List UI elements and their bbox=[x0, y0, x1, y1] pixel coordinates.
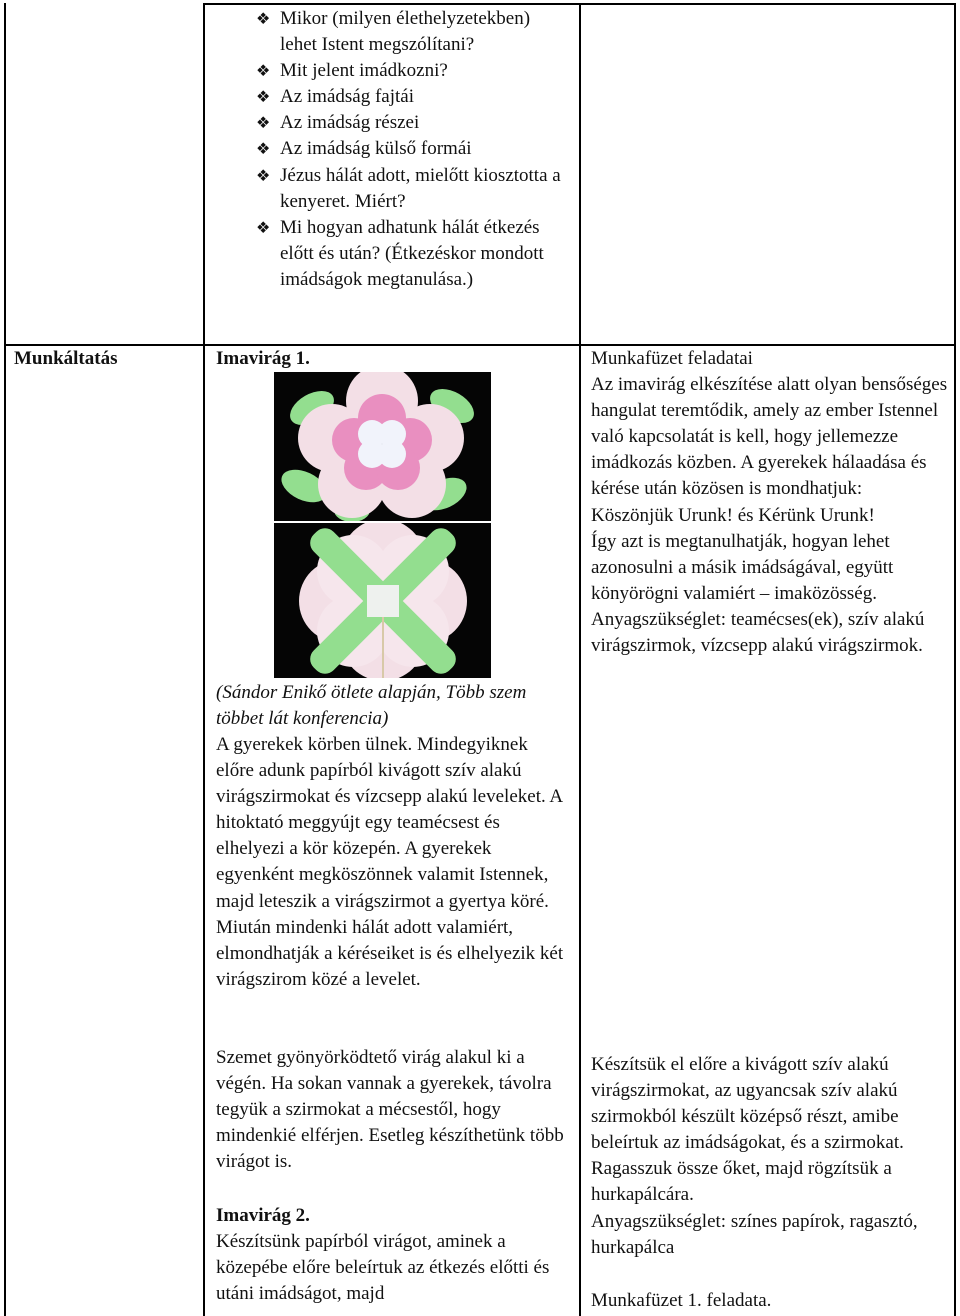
bullet-item bbox=[250, 163, 570, 215]
section-heading-imavirag-1: Imavirág 1. bbox=[216, 348, 310, 369]
bullet-item bbox=[250, 215, 570, 293]
materials-1: Anyagszükséglet: teamécses(ek), szív alakú virágszirmok, vízcsepp alakú virágszirmok. bbox=[591, 608, 925, 657]
bullet-star-icon: ❖ bbox=[256, 139, 271, 159]
caption: (Sándor Enikő ötlete alapján, Több szem többet lát konferencia) bbox=[216, 682, 527, 730]
right-notes-2 bbox=[591, 1052, 949, 1261]
bullet-text: Mikor (milyen élethelyzetekben) lehet Istent megszólítani? bbox=[280, 8, 531, 56]
bullet-text: Mi hogyan adhatunk hálát étkezés előtt és után? (Étkezéskor mondott imádságok megtanulása.) bbox=[280, 216, 544, 290]
bullet-text: Az imádság fajtái bbox=[280, 86, 415, 108]
question-list bbox=[250, 6, 570, 293]
bullet-text: Jézus hálát adott, mielőtt kiosztotta a kenyeret. Miért? bbox=[280, 164, 561, 212]
row-label: Munkáltatás bbox=[14, 348, 118, 369]
flower-photo-back bbox=[274, 523, 491, 678]
right-prayer-line: Köszönjük Urunk! és Kérünk Urunk! bbox=[591, 504, 875, 526]
bullet-item bbox=[250, 84, 570, 110]
bullet-list bbox=[250, 6, 570, 293]
flower-photo-front bbox=[274, 372, 491, 521]
workbook-task-1: Munkafüzet 1. feladata. bbox=[591, 1290, 772, 1311]
bullet-star-icon: ❖ bbox=[256, 113, 271, 133]
bullet-star-icon: ❖ bbox=[256, 165, 271, 185]
paragraph-2: Szemet gyönyörködtető virág alakul ki a végén. Ha sokan vannak a gyerekek, távolra tegyük a szirmokat a mécsestől, hogy mindenkié elférjen. Esetleg készíthetünk több virágot is. bbox=[216, 1047, 564, 1173]
bullet-text: Az imádság részei bbox=[280, 112, 420, 134]
bullet-star-icon: ❖ bbox=[256, 87, 271, 107]
bullet-item bbox=[250, 110, 570, 136]
paragraph-1: A gyerekek körben ülnek. Mindegyiknek előre adunk papírból kivágott szív alakú virágszirmokat és vízcsepp alakú leveleket. A hitoktató meggyújt egy teamécsest és elhelyezi a kör közepén. A gyerekek egyenként megköszönnek valamit Istennek, majd leteszik a virágszirmot a gyertya köré. Miután mindenki hálát adott valamiért, elmondhatják a kéréseiket is és elhelyezik két virágszirom közé a levelet. bbox=[216, 734, 564, 990]
bullet-item bbox=[250, 6, 570, 58]
right-paragraph-1: Az imavirág elkészítése alatt olyan bensőséges hangulat teremtődik, amely az ember Istennel való kapcsolatát is kell, hogy jellemezze imádkozás közben. A gyerekek hálaadása és kérése után közösen is mondhatjuk: bbox=[591, 374, 948, 500]
bullet-item bbox=[250, 136, 570, 162]
table-top-border-right bbox=[580, 3, 956, 5]
section-heading-imavirag-2: Imavirág 2. bbox=[216, 1205, 310, 1226]
bullet-star-icon: ❖ bbox=[256, 61, 271, 81]
column-line-right bbox=[954, 3, 956, 1316]
right-paragraph-3: Készítsük el előre a kivágott szív alakú virágszirmokat, az ugyancsak szív alakú szirmokból készült középső részt, amibe beleírtuk az imádságokat, és a szirmokat. Ragasszuk össze őket, majd rögzítsük a hurkapálcára. bbox=[591, 1054, 904, 1206]
bullet-text: Mit jelent imádkozni? bbox=[280, 60, 448, 82]
paragraph-3: Készítsünk papírból virágot, aminek a közepébe előre beleírtuk az étkezés előtti és utáni imádságot, majd bbox=[216, 1231, 550, 1305]
bullet-item bbox=[250, 58, 570, 84]
materials-2: Anyagszükséglet: színes papírok, ragasztó, hurkapálca bbox=[591, 1210, 918, 1258]
column-line-2 bbox=[579, 3, 581, 1316]
right-paragraph-2: Így azt is megtanulhatják, hogyan lehet azonosulni a másik imádságával, együtt könyörögni valamiért – imaközösség. bbox=[591, 530, 894, 604]
column-line-1 bbox=[203, 3, 205, 1316]
bullet-star-icon: ❖ bbox=[256, 217, 271, 237]
bullet-text: Az imádság külső formái bbox=[280, 138, 472, 160]
column-line-left bbox=[4, 3, 6, 1316]
table-top-border bbox=[203, 3, 580, 5]
workbook-tasks-title: Munkafüzet feladatai bbox=[591, 348, 753, 369]
right-notes bbox=[591, 346, 949, 659]
bullet-star-icon: ❖ bbox=[256, 9, 271, 28]
